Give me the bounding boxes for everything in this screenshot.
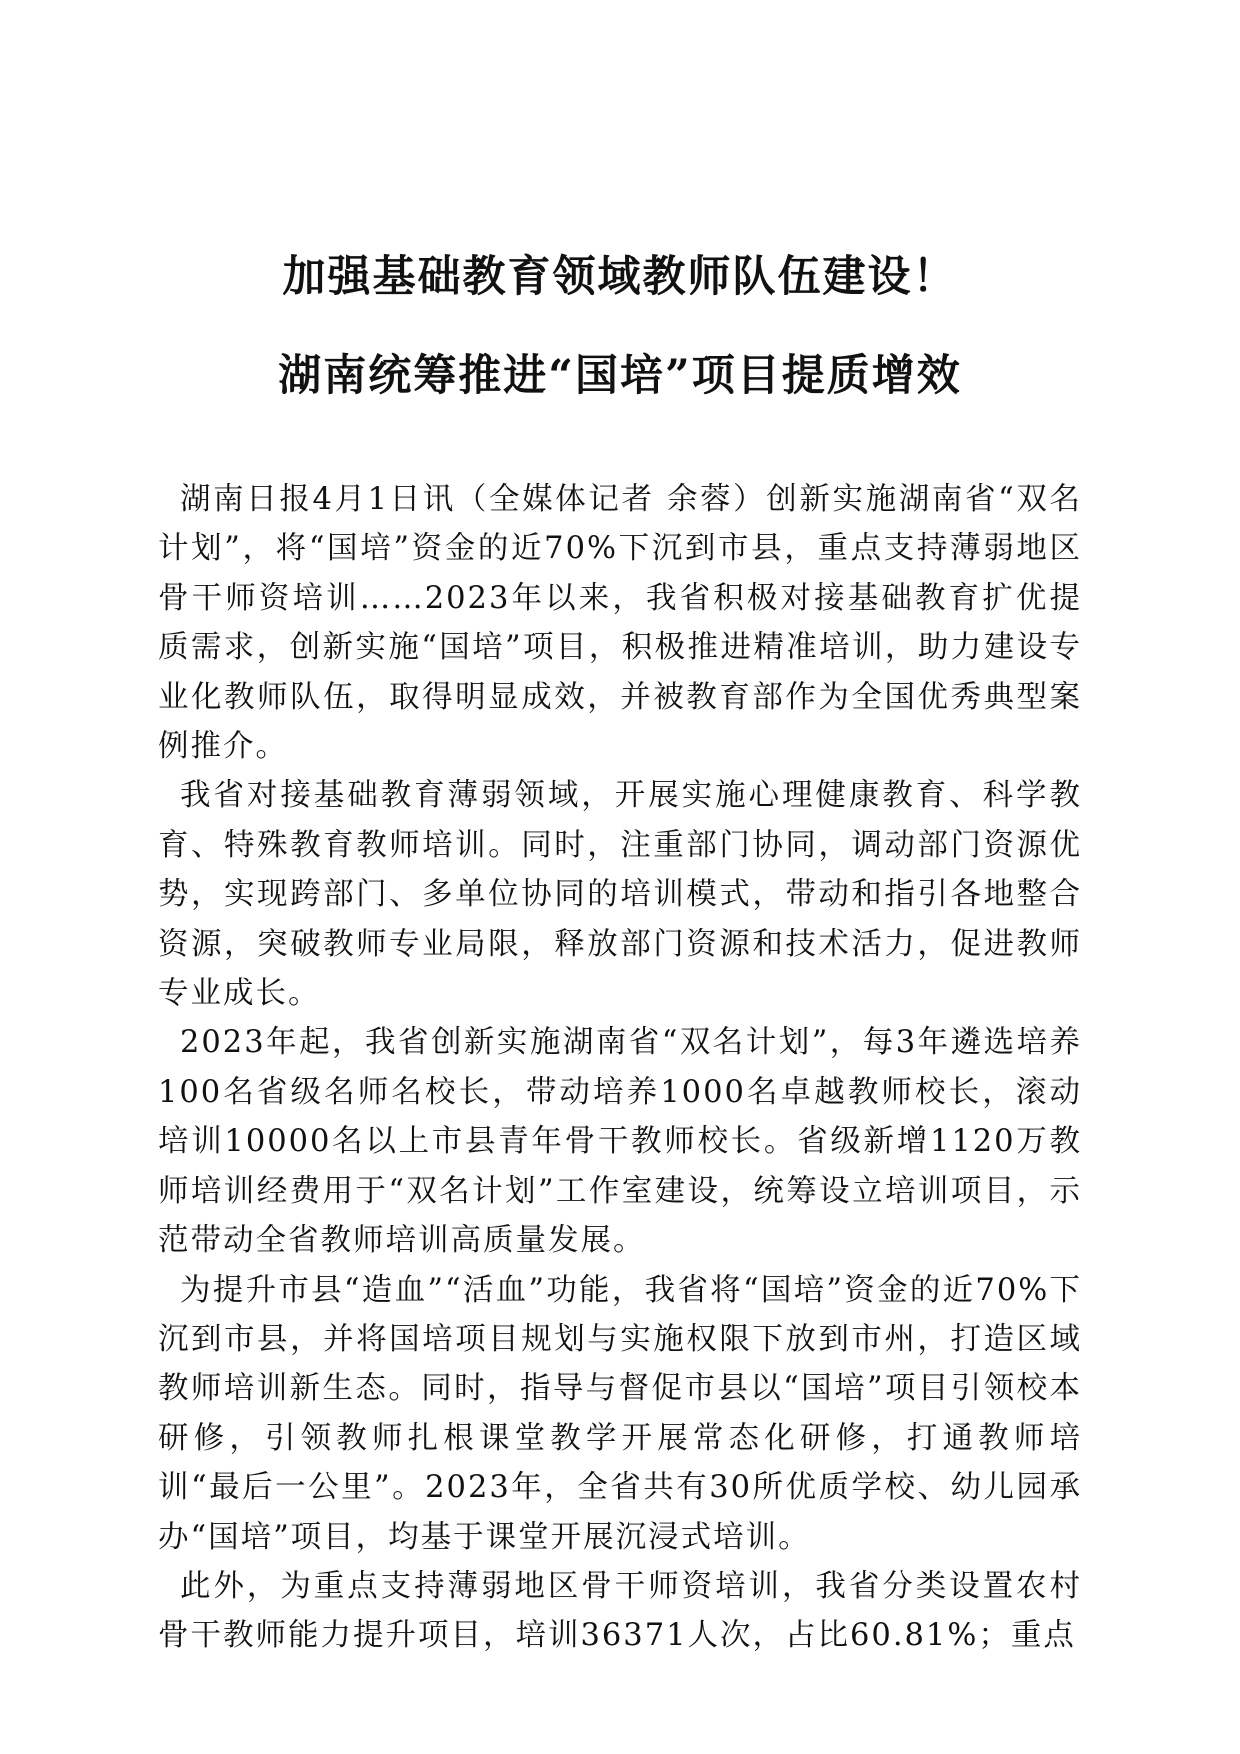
title-line-1: 加强基础教育领域教师队伍建设！ xyxy=(282,252,958,302)
title-line-2: 湖南统筹推进“国培”项目提质增效 xyxy=(278,351,962,401)
article-title xyxy=(0,248,1240,446)
article-body xyxy=(158,475,1082,1661)
paragraph-4: 为提升市县“造血”“活血”功能，我省将“国培”资金的近70%下沉到市县，并将国培项目规划与实施权限下放到市州，打造区域教师培训新生态。同时，指导与督促市县以“国培”项目引领校本研修，引领教师扎根课堂教学开展常态化研修，打通教师培训“最后一公里”。2023年，全省共有30所优质学校、幼儿园承办“国培”项目，均基于课堂开展沉浸式培训。 xyxy=(158,1272,1082,1555)
paragraph-1: 湖南日报4月1日讯（全媒体记者 余蓉）创新实施湖南省“双名计划”，将“国培”资金的近70%下沉到市县，重点支持薄弱地区骨干师资培训……2023年以来，我省积极对接基础教育扩优提质需求，创新实施“国培”项目，积极推进精准培训，助力建设专业化教师队伍，取得明显成效，并被教育部作为全国优秀典型案例推介。 xyxy=(158,482,1082,765)
paragraph-5: 此外，为重点支持薄弱地区骨干师资培训，我省分类设置农村骨干教师能力提升项目，培训36371人次，占比60.81%；重点 xyxy=(158,1568,1082,1654)
paragraph-3: 2023年起，我省创新实施湖南省“双名计划”，每3年遴选培养100名省级名师名校长，带动培养1000名卓越教师校长，滚动培训10000名以上市县青年骨干教师校长。省级新增1120万教师培训经费用于“双名计划”工作室建设，统筹设立培训项目，示范带动全省教师培训高质量发展。 xyxy=(158,1025,1082,1259)
paragraph-2: 我省对接基础教育薄弱领域，开展实施心理健康教育、科学教育、特殊教育教师培训。同时，注重部门协同，调动部门资源优势，实现跨部门、多单位协同的培训模式，带动和指引各地整合资源，突破教师专业局限，释放部门资源和技术活力，促进教师专业成长。 xyxy=(158,778,1082,1012)
